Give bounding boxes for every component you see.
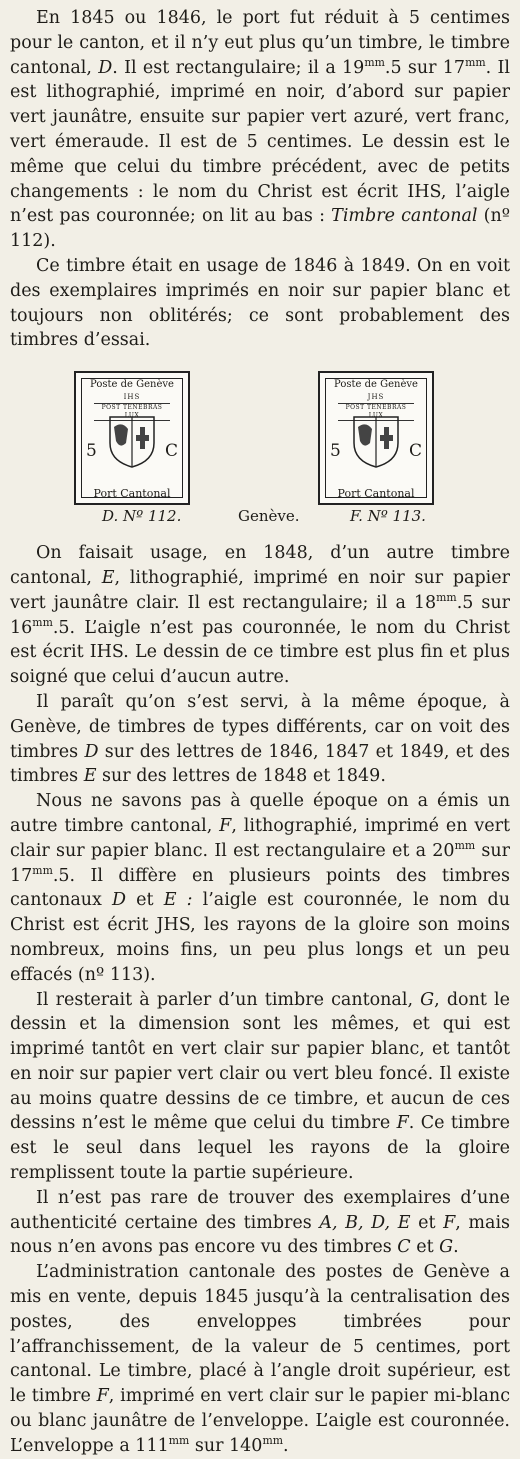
paragraph-6 — [10, 988, 510, 1186]
stamp-d-112 — [74, 371, 190, 505]
italic-run: F — [96, 1386, 109, 1407]
text-run: Il n’est pas rare de trouver des exemplaires d’une authenticité certaine des timbres — [10, 1187, 510, 1233]
text-run: . Il est rectangulaire; il a 19 — [112, 57, 365, 78]
paragraph-7 — [10, 1186, 510, 1260]
text-run: L’administration cantonale des postes de Genève a mis en vente, depuis 1845 jusqu’à la centralisation des postes, des enveloppes timbrées pour l’affranchissement, de la valeur de 5 centimes, port cantonal. Le timbre, placé à l’angle droit supérieur, est le timbre — [10, 1262, 510, 1407]
unit-superscript: mm — [32, 615, 53, 629]
text-run: . Ce timbre est le seul dans lequel les rayons de la gloire remplissent toute la partie supérieure. — [10, 1113, 510, 1184]
text-run: sur des lettres de 1848 et 1849. — [96, 766, 386, 787]
italic-run: A, B, D, E — [319, 1212, 411, 1233]
text-run: .5. Il diffère en plusieurs points des timbres cantonaux — [10, 865, 510, 911]
text-run: .5 sur 16 — [10, 592, 510, 638]
text-run: et — [410, 1212, 444, 1233]
text-run: . Il est lithographié, imprimé en noir, d’abord sur papier vert jaunâtre, ensuite sur papier vert azuré, vert franc, vert émeraude. Il est de 5 centimes. Le dessin est le même que celui du timbre précédent, avec de petits changements : le nom du Christ est écrit IHS, l’aigle n’est pas couronnée; on lit au bas : — [10, 57, 511, 227]
text-run: , lithographié, imprimé en noir sur papier vert jaunâtre clair. Il est rectangulaire; il a 18 — [10, 567, 510, 613]
text-run: sur 140 — [189, 1435, 263, 1456]
italic-run: F — [443, 1212, 456, 1233]
stamp-plate — [10, 365, 510, 541]
text-run: , imprimé en vert clair sur le papier mi-blanc ou blanc jaunâtre de l’enveloppe. L’aigle est couronnée. L’enveloppe a 111 — [10, 1386, 510, 1456]
italic-run: D — [98, 57, 113, 78]
text-run: En 1845 ou 1846, le port fut réduit à 5 centimes pour le canton, et il n’y eut plus qu’un timbre, le timbre cantonal, — [10, 8, 510, 78]
stamp-f-113 — [318, 371, 434, 505]
geneva-shield-icon — [106, 413, 158, 469]
unit-superscript: mm — [465, 55, 486, 69]
caption-geneve: Genève. — [238, 507, 300, 526]
paragraph-2 — [10, 254, 510, 353]
stamp-unit: C — [408, 441, 422, 462]
paragraph-3 — [10, 541, 510, 690]
text-run: Il paraît qu’on s’est servi, à la même époque, à Genève, de timbres de types différents, car on voit des timbres — [10, 691, 510, 762]
italic-run: G — [439, 1237, 454, 1258]
italic-run: G — [420, 989, 435, 1010]
unit-superscript: mm — [364, 55, 385, 69]
stamp-monogram: IHS — [123, 393, 141, 402]
geneva-shield-icon — [350, 413, 402, 469]
stamp-top-text: Poste de Genève — [90, 379, 174, 391]
text-run: .5 sur 17 — [384, 57, 466, 78]
italic-run: D — [84, 741, 99, 762]
stamp-bottom-text: Port Cantonal — [93, 487, 171, 501]
text-run: , lithographié, imprimé en vert clair sur papier blanc. Il est rectangulaire et a 20 — [10, 815, 510, 861]
text-run: l’aigle est couronnée, le nom du Christ est écrit JHS, les rayons de la gloire son moins nombreux, moins fins, un peu plus longs et un peu effacés (nº 113). — [10, 890, 511, 985]
text-run: Ce timbre était en usage de 1846 à 1849. On en voit des exemplaires imprimés en noir sur papier blanc et toujours non oblitérés; ce sont probablement des timbres d’essai. — [10, 255, 510, 351]
italic-run: F — [219, 815, 232, 836]
stamp-top-text: Poste de Genève — [334, 379, 418, 391]
italic-run: E : — [163, 890, 193, 911]
stamp-value: 5 — [330, 441, 341, 462]
italic-run: F — [396, 1113, 409, 1134]
stamp-monogram: JHS — [367, 393, 385, 402]
stamp-bottom-text: Port Cantonal — [337, 487, 415, 501]
stamp-unit: C — [164, 441, 178, 462]
text-run: sur 17 — [10, 840, 510, 886]
italic-run: C — [397, 1237, 411, 1258]
unit-superscript: mm — [436, 590, 457, 604]
paragraph-4 — [10, 690, 510, 789]
text-run: . — [453, 1237, 459, 1258]
stamp-ribbon: POST TENEBRAS LUX — [338, 403, 414, 421]
caption-d-112: D. Nº 112. — [102, 507, 182, 526]
caption-f-113: F. Nº 113. — [350, 507, 426, 526]
unit-superscript: mm — [262, 1434, 284, 1448]
text-run: , dont le dessin et la dimension sont les mêmes, et qui est imprimé tantôt en vert clair sur papier blanc, et tantôt en noir sur papier vert clair ou vert bleu foncé. Il existe au moins quatre dessins de ce timbre, et aucun de ces dessins n’est le même que celui du timbre — [10, 989, 510, 1134]
text-run: sur des lettres de 1846, 1847 et 1849, et des timbres — [10, 741, 510, 787]
paragraph-8 — [10, 1260, 510, 1458]
stamp-value: 5 — [86, 441, 97, 462]
text-run: Nous ne savons pas à quelle époque on a émis un autre timbre cantonal, — [10, 791, 510, 836]
italic-run: E — [101, 567, 115, 588]
italic-run: D — [112, 890, 127, 911]
unit-superscript: mm — [454, 838, 476, 852]
text-run: Il resterait à parler d’un timbre cantonal, — [36, 989, 421, 1010]
text-run: On faisait usage, en 1848, d’un autre timbre cantonal, — [10, 543, 510, 588]
text-run: et — [410, 1237, 440, 1258]
text-run: (nº 112). — [10, 206, 511, 252]
italic-run: Timbre cantonal — [331, 206, 478, 227]
paragraph-1 — [10, 6, 510, 254]
unit-superscript: mm — [168, 1434, 190, 1448]
text-run: . — [283, 1435, 289, 1456]
paragraph-5 — [10, 789, 510, 987]
stamp-ribbon: POST TENEBRAS LUX — [94, 403, 170, 421]
text-run: et — [126, 890, 164, 911]
italic-run: E — [83, 766, 97, 787]
text-run: , mais nous n’en avons pas encore vu des timbres — [10, 1212, 511, 1258]
text-run: .5. L’aigle n’est pas couronnée, le nom du Christ est écrit IHS. Le dessin de ce timbre est plus fin et plus soigné que celui d’aucun autre. — [10, 617, 510, 688]
unit-superscript: mm — [32, 863, 53, 877]
